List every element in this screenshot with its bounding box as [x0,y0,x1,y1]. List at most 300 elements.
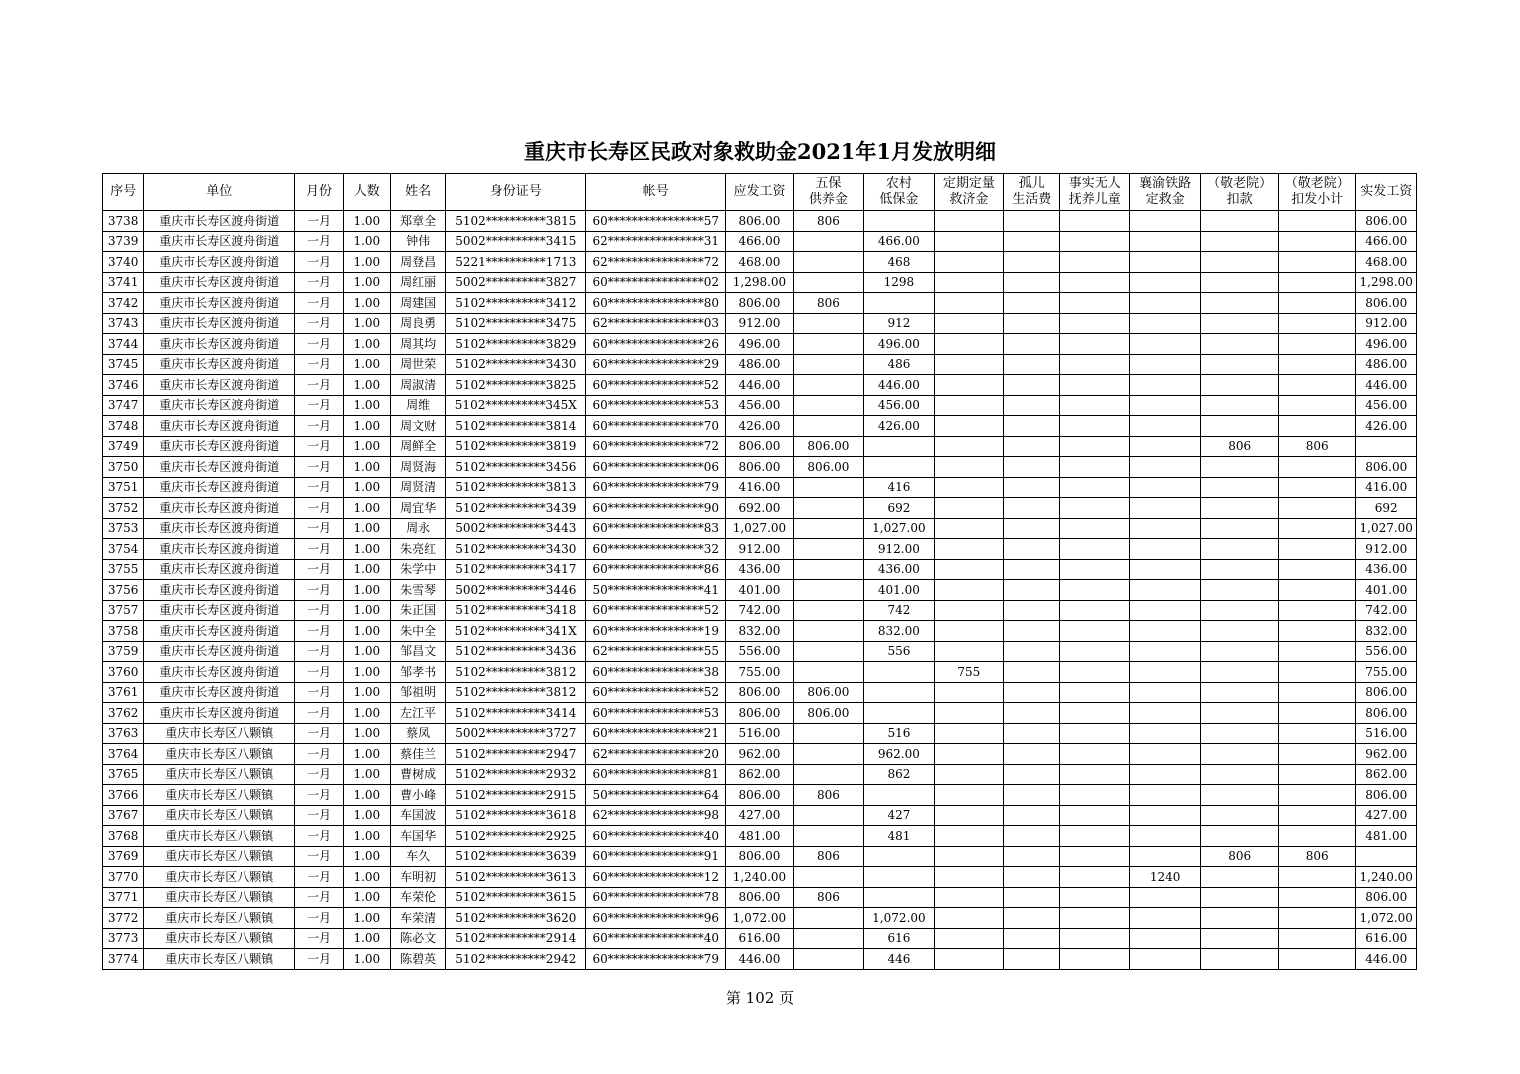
cell-orphan [1004,785,1060,806]
cell-deduct [1201,641,1279,662]
cell-name: 周宜华 [390,498,445,519]
cell-actual: 427.00 [1356,805,1417,826]
cell-dibao: 486 [864,354,934,375]
cell-wubao [793,600,863,621]
column-header: 身份证号 [446,174,586,211]
cell-dibao [864,785,934,806]
column-header: 孤儿 生活费 [1004,174,1060,211]
cell-name: 曹小峰 [390,785,445,806]
cell-orphan [1004,313,1060,334]
cell-seq: 3745 [103,354,144,375]
cell-name: 朱亮红 [390,539,445,560]
cell-month: 一月 [295,252,343,273]
column-header: 帐号 [586,174,726,211]
cell-count: 1.00 [343,846,390,867]
table-row [103,252,1417,273]
cell-account: 60****************40 [586,928,726,949]
cell-count: 1.00 [343,580,390,601]
cell-deduct [1201,703,1279,724]
table-row [103,354,1417,375]
cell-payable: 426.00 [726,416,793,437]
cell-dibao: 962.00 [864,744,934,765]
table-row [103,785,1417,806]
relief-fund-table [102,173,1417,970]
column-header: 单位 [144,174,295,211]
cell-orphan [1004,908,1060,929]
cell-month: 一月 [295,600,343,621]
cell-id-number: 5102**********3825 [446,375,586,396]
cell-id-number: 5102**********2947 [446,744,586,765]
cell-orphan [1004,621,1060,642]
cell-unit: 重庆市长寿区渡舟街道 [144,457,295,478]
table-row [103,826,1417,847]
cell-unit: 重庆市长寿区渡舟街道 [144,231,295,252]
cell-deduct [1201,682,1279,703]
cell-payable: 806.00 [726,293,793,314]
table-row [103,211,1417,232]
cell-unit: 重庆市长寿区渡舟街道 [144,559,295,580]
cell-dibao: 516 [864,723,934,744]
cell-seq: 3764 [103,744,144,765]
cell-deduct-subtotal [1278,641,1356,662]
cell-unit: 重庆市长寿区八颗镇 [144,867,295,888]
cell-count: 1.00 [343,723,390,744]
cell-count: 1.00 [343,682,390,703]
cell-child [1060,252,1129,273]
table-row [103,723,1417,744]
cell-count: 1.00 [343,703,390,724]
cell-month: 一月 [295,231,343,252]
cell-id-number: 5102**********3456 [446,457,586,478]
table-row [103,518,1417,539]
cell-dingqi [934,846,1003,867]
cell-count: 1.00 [343,231,390,252]
cell-deduct [1201,805,1279,826]
cell-name: 朱雪琴 [390,580,445,601]
cell-account: 60****************70 [586,416,726,437]
cell-wubao [793,908,863,929]
cell-month: 一月 [295,395,343,416]
cell-id-number: 5102**********3812 [446,662,586,683]
cell-deduct [1201,580,1279,601]
cell-wubao [793,354,863,375]
cell-name: 车久 [390,846,445,867]
cell-count: 1.00 [343,313,390,334]
cell-orphan [1004,580,1060,601]
cell-payable: 912.00 [726,539,793,560]
cell-wubao [793,272,863,293]
cell-month: 一月 [295,805,343,826]
cell-dingqi [934,539,1003,560]
cell-deduct-subtotal: 806 [1278,436,1356,457]
cell-id-number: 5102**********2932 [446,764,586,785]
cell-name: 朱正国 [390,600,445,621]
cell-unit: 重庆市长寿区渡舟街道 [144,416,295,437]
cell-month: 一月 [295,559,343,580]
cell-count: 1.00 [343,477,390,498]
cell-payable: 806.00 [726,703,793,724]
table-row [103,846,1417,867]
cell-id-number: 5102**********3613 [446,867,586,888]
cell-railway [1129,641,1200,662]
cell-account: 60****************57 [586,211,726,232]
cell-actual: 1,072.00 [1356,908,1417,929]
cell-child [1060,477,1129,498]
cell-payable: 556.00 [726,641,793,662]
cell-unit: 重庆市长寿区八颗镇 [144,949,295,970]
cell-child [1060,313,1129,334]
cell-actual: 692 [1356,498,1417,519]
cell-account: 60****************26 [586,334,726,355]
cell-dingqi [934,313,1003,334]
cell-name: 周其均 [390,334,445,355]
cell-dingqi [934,293,1003,314]
cell-month: 一月 [295,723,343,744]
table-row [103,621,1417,642]
cell-deduct: 806 [1201,436,1279,457]
cell-count: 1.00 [343,252,390,273]
cell-id-number: 5002**********3443 [446,518,586,539]
table-row [103,231,1417,252]
cell-child [1060,682,1129,703]
cell-orphan [1004,949,1060,970]
cell-name: 车国华 [390,826,445,847]
table-row [103,600,1417,621]
cell-railway: 1240 [1129,867,1200,888]
cell-month: 一月 [295,928,343,949]
cell-actual: 446.00 [1356,375,1417,396]
cell-payable: 1,072.00 [726,908,793,929]
cell-payable: 832.00 [726,621,793,642]
table-row [103,662,1417,683]
cell-railway [1129,334,1200,355]
cell-count: 1.00 [343,518,390,539]
cell-actual: 832.00 [1356,621,1417,642]
cell-child [1060,744,1129,765]
cell-payable: 436.00 [726,559,793,580]
cell-payable: 446.00 [726,949,793,970]
cell-name: 周红丽 [390,272,445,293]
cell-actual: 806.00 [1356,785,1417,806]
cell-month: 一月 [295,703,343,724]
cell-railway [1129,231,1200,252]
cell-orphan [1004,354,1060,375]
cell-account: 60****************96 [586,908,726,929]
cell-orphan [1004,518,1060,539]
cell-count: 1.00 [343,272,390,293]
cell-orphan [1004,928,1060,949]
cell-dingqi [934,211,1003,232]
column-header: 序号 [103,174,144,211]
cell-orphan [1004,477,1060,498]
cell-deduct-subtotal [1278,334,1356,355]
cell-account: 60****************32 [586,539,726,560]
cell-unit: 重庆市长寿区渡舟街道 [144,477,295,498]
cell-payable: 616.00 [726,928,793,949]
cell-account: 60****************79 [586,477,726,498]
cell-count: 1.00 [343,826,390,847]
cell-child [1060,764,1129,785]
cell-unit: 重庆市长寿区渡舟街道 [144,293,295,314]
cell-account: 50****************64 [586,785,726,806]
cell-payable: 806.00 [726,682,793,703]
cell-payable: 806.00 [726,887,793,908]
cell-railway [1129,457,1200,478]
cell-deduct-subtotal: 806 [1278,846,1356,867]
cell-dibao: 426.00 [864,416,934,437]
cell-deduct-subtotal [1278,805,1356,826]
cell-deduct [1201,908,1279,929]
cell-child [1060,354,1129,375]
cell-orphan [1004,867,1060,888]
table-row [103,293,1417,314]
cell-wubao [793,744,863,765]
cell-orphan [1004,498,1060,519]
cell-month: 一月 [295,272,343,293]
cell-child [1060,703,1129,724]
cell-name: 周良勇 [390,313,445,334]
cell-deduct-subtotal [1278,744,1356,765]
cell-seq: 3765 [103,764,144,785]
table-row [103,334,1417,355]
cell-dingqi [934,498,1003,519]
column-header: 事实无人 抚养儿童 [1060,174,1129,211]
cell-month: 一月 [295,211,343,232]
cell-month: 一月 [295,457,343,478]
cell-name: 周建国 [390,293,445,314]
cell-orphan [1004,826,1060,847]
column-header: 应发工资 [726,174,793,211]
cell-dibao: 468 [864,252,934,273]
cell-dibao: 556 [864,641,934,662]
cell-name: 周淑清 [390,375,445,396]
cell-id-number: 5102**********2942 [446,949,586,970]
table-row [103,272,1417,293]
cell-wubao [793,949,863,970]
cell-dingqi [934,682,1003,703]
cell-count: 1.00 [343,887,390,908]
cell-seq: 3753 [103,518,144,539]
cell-count: 1.00 [343,436,390,457]
cell-wubao [793,764,863,785]
cell-count: 1.00 [343,498,390,519]
cell-child [1060,436,1129,457]
cell-wubao [793,539,863,560]
cell-name: 周世荣 [390,354,445,375]
cell-dibao: 446 [864,949,934,970]
cell-actual: 806.00 [1356,887,1417,908]
cell-seq: 3749 [103,436,144,457]
cell-account: 60****************12 [586,867,726,888]
cell-count: 1.00 [343,867,390,888]
cell-account: 60****************91 [586,846,726,867]
cell-child [1060,539,1129,560]
cell-dibao: 496.00 [864,334,934,355]
cell-month: 一月 [295,682,343,703]
cell-wubao: 806 [793,846,863,867]
cell-railway [1129,785,1200,806]
cell-wubao: 806 [793,211,863,232]
cell-dibao: 912 [864,313,934,334]
cell-deduct [1201,949,1279,970]
cell-wubao [793,723,863,744]
cell-account: 62****************72 [586,252,726,273]
cell-dingqi [934,621,1003,642]
cell-child [1060,723,1129,744]
cell-actual: 468.00 [1356,252,1417,273]
cell-seq: 3754 [103,539,144,560]
cell-child [1060,293,1129,314]
cell-orphan [1004,723,1060,744]
cell-payable: 468.00 [726,252,793,273]
cell-month: 一月 [295,313,343,334]
cell-id-number: 5102**********3814 [446,416,586,437]
cell-orphan [1004,211,1060,232]
cell-name: 车荣伦 [390,887,445,908]
cell-actual: 436.00 [1356,559,1417,580]
cell-dingqi [934,703,1003,724]
cell-railway [1129,887,1200,908]
cell-dibao: 416 [864,477,934,498]
cell-deduct [1201,395,1279,416]
column-header: 人数 [343,174,390,211]
cell-child [1060,826,1129,847]
cell-seq: 3743 [103,313,144,334]
page-title: 重庆市长寿区民政对象救助金2021年1月发放明细 [523,139,997,164]
cell-unit: 重庆市长寿区八颗镇 [144,846,295,867]
cell-account: 60****************21 [586,723,726,744]
cell-payable: 446.00 [726,375,793,396]
cell-count: 1.00 [343,600,390,621]
cell-name: 周维 [390,395,445,416]
cell-seq: 3755 [103,559,144,580]
cell-dingqi [934,375,1003,396]
cell-dibao: 1298 [864,272,934,293]
cell-actual: 466.00 [1356,231,1417,252]
cell-seq: 3752 [103,498,144,519]
cell-deduct [1201,826,1279,847]
cell-month: 一月 [295,354,343,375]
cell-actual: 806.00 [1356,293,1417,314]
cell-account: 60****************78 [586,887,726,908]
cell-seq: 3768 [103,826,144,847]
cell-dibao: 481 [864,826,934,847]
cell-id-number: 5102**********3414 [446,703,586,724]
cell-dingqi [934,744,1003,765]
cell-deduct-subtotal [1278,580,1356,601]
cell-payable: 862.00 [726,764,793,785]
cell-actual: 806.00 [1356,457,1417,478]
cell-id-number: 5002**********3727 [446,723,586,744]
cell-account: 60****************52 [586,682,726,703]
cell-seq: 3770 [103,867,144,888]
cell-deduct [1201,744,1279,765]
cell-dingqi [934,785,1003,806]
cell-name: 曹树成 [390,764,445,785]
cell-wubao [793,621,863,642]
table-row [103,477,1417,498]
cell-payable: 912.00 [726,313,793,334]
cell-dingqi [934,949,1003,970]
cell-child [1060,887,1129,908]
cell-railway [1129,908,1200,929]
cell-child [1060,272,1129,293]
cell-wubao: 806.00 [793,703,863,724]
cell-orphan [1004,252,1060,273]
cell-deduct [1201,272,1279,293]
cell-month: 一月 [295,539,343,560]
cell-wubao [793,518,863,539]
cell-deduct [1201,375,1279,396]
cell-dibao [864,703,934,724]
cell-deduct-subtotal [1278,621,1356,642]
cell-child [1060,457,1129,478]
cell-actual: 742.00 [1356,600,1417,621]
column-header: 襄渝铁路 定救金 [1129,174,1200,211]
cell-payable: 806.00 [726,211,793,232]
cell-deduct-subtotal [1278,498,1356,519]
cell-id-number: 5102**********3615 [446,887,586,908]
cell-actual: 962.00 [1356,744,1417,765]
cell-seq: 3748 [103,416,144,437]
cell-account: 60****************52 [586,600,726,621]
cell-name: 车国波 [390,805,445,826]
cell-dingqi [934,354,1003,375]
cell-actual: 456.00 [1356,395,1417,416]
cell-dibao [864,846,934,867]
cell-orphan [1004,744,1060,765]
cell-seq: 3739 [103,231,144,252]
cell-deduct [1201,416,1279,437]
cell-dibao: 1,072.00 [864,908,934,929]
cell-count: 1.00 [343,928,390,949]
cell-month: 一月 [295,641,343,662]
table-row [103,436,1417,457]
cell-seq: 3763 [103,723,144,744]
cell-id-number: 5102**********3430 [446,539,586,560]
cell-dingqi [934,334,1003,355]
cell-dibao: 427 [864,805,934,826]
cell-unit: 重庆市长寿区渡舟街道 [144,375,295,396]
cell-dingqi [934,436,1003,457]
cell-id-number: 5102**********3430 [446,354,586,375]
cell-wubao [793,662,863,683]
cell-payable: 962.00 [726,744,793,765]
cell-deduct [1201,334,1279,355]
cell-payable: 1,298.00 [726,272,793,293]
cell-dingqi [934,477,1003,498]
cell-orphan [1004,416,1060,437]
cell-dibao: 401.00 [864,580,934,601]
cell-payable: 755.00 [726,662,793,683]
cell-wubao [793,641,863,662]
cell-child [1060,231,1129,252]
cell-orphan [1004,887,1060,908]
cell-seq: 3771 [103,887,144,908]
cell-railway [1129,805,1200,826]
cell-id-number: 5002**********3415 [446,231,586,252]
cell-dingqi [934,764,1003,785]
cell-unit: 重庆市长寿区八颗镇 [144,723,295,744]
cell-dingqi [934,580,1003,601]
table-row [103,908,1417,929]
cell-actual: 556.00 [1356,641,1417,662]
cell-deduct-subtotal [1278,375,1356,396]
cell-id-number: 5102**********3812 [446,682,586,703]
cell-name: 周贤清 [390,477,445,498]
cell-month: 一月 [295,436,343,457]
cell-seq: 3762 [103,703,144,724]
